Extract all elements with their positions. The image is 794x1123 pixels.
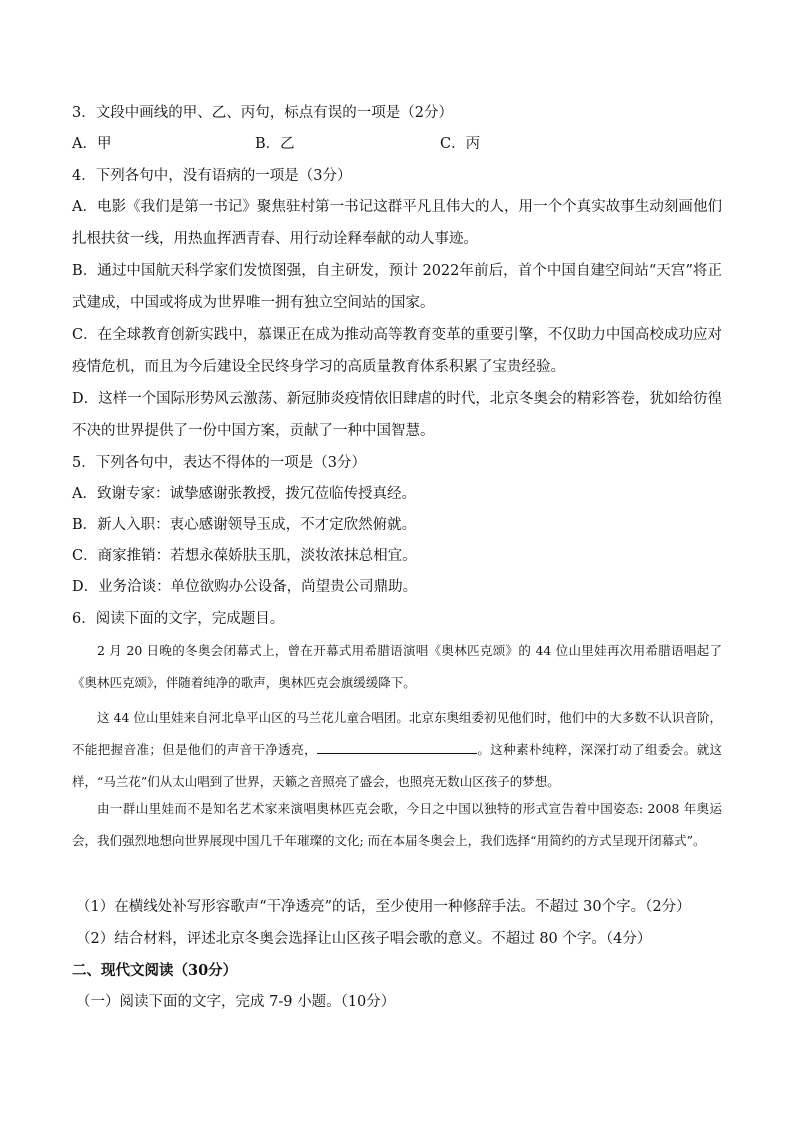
q6-passage-p2: [72, 702, 722, 798]
q4-option-d: D．这样一个国际形势风云激荡、新冠肺炎疫情依旧肆虐的时代，北京冬奥会的精彩答卷，犹如给彷徨不决的世界提供了一份中国方案，贡献了一种中国智慧。: [72, 391, 722, 439]
q5-stem: 5．下列各句中，表达不得体的一项是（3分）: [72, 455, 366, 471]
q5-option-d: D．业务洽谈：单位欲购办公设备，尚望贵公司鼎助。: [72, 579, 418, 595]
q5-option-a: A．致谢专家：诚挚感谢张教授，拨冗莅临传授真经。: [72, 486, 416, 502]
q6-subquestion-1: （1）在横线处补写形容歌声“干净透亮”的话，至少使用一种修辞手法。不超过 30个字。（2分）: [76, 899, 691, 915]
q5-option-b: B．新人入职：衷心感谢领导玉成，不才定欣然俯就。: [72, 517, 417, 533]
q3-options: [72, 134, 480, 154]
q3-option-a: A．甲: [72, 136, 112, 152]
section-2-title: 二、现代文阅读（30分）: [72, 962, 238, 979]
section-2-subtitle: （一）阅读下面的文字，完成 7-9 小题。（10分）: [76, 994, 396, 1010]
q3-option-b: B．乙: [255, 136, 295, 152]
q3-stem: 3．文段中画线的甲、乙、丙句，标点有误的一项是（2分）: [72, 105, 453, 121]
q4-option-b: B．通过中国航天科学家们发愤图强，自主研发，预计 2022年前后，首个中国自建空间站“天宫”将正式建成，中国或将成为世界唯一拥有独立空间站的国家。: [72, 263, 722, 311]
q6-passage-p3: 由一群山里娃而不是知名艺术家来演唱奥林匹克会歌，今日之中国以独特的形式宣告着中国姿态: 2008 年奥运会，我们强烈地想向世界展现中国几千年璀璨的文化; 而在本届冬奥会上，我们选择“用简约的方式呈现开闭幕式”。: [72, 801, 722, 848]
q6-answer-blank: [317, 739, 477, 754]
q4-option-c: C．在全球教育创新实践中，慕课正在成为推动高等教育变革的重要引擎，不仅助力中国高校成功应对疫情危机，而且为今后建设全民终身学习的高质量教育体系积累了宝贵经验。: [72, 327, 722, 375]
q6-stem: 6．阅读下面的文字，完成题目。: [72, 611, 285, 627]
q5-option-c: C．商家推销：若想永葆娇肤玉肌，淡妆浓抹总相宜。: [72, 548, 417, 564]
q4-stem: 4．下列各句中，没有语病的一项是（3分）: [72, 168, 352, 184]
q6-passage-p1: 2 月 20 日晚的冬奥会闭幕式上，曾在开幕式用希腊语演唱《奥林匹克颂》的 44 位山里娃再次用希腊语唱起了《奥林匹克颂》，伴随着纯净的歌声，奥林匹克会旗缓缓降下。: [72, 643, 722, 690]
q4-option-a: A．电影《我们是第一书记》聚焦驻村第一书记这群平凡且伟大的人，用一个个真实故事生动刻画他们扎根扶贫一线，用热血挥洒青春、用行动诠释奉献的动人事迹。: [72, 199, 722, 247]
q6-p2-text-a: 这 44 位山里娃来自河北阜平山区的马兰花儿童合唱团。北京东奥组委初见他们时，他们中的大多数不认识音阶，不能把握音准；但是他们的声音干净透亮，: [72, 710, 722, 757]
q3-option-c: C．丙: [440, 136, 481, 152]
q6-subquestion-2: （2）结合材料，评述北京冬奥会选择让山区孩子唱会歌的意义。不超过 80 个字。（4分）: [76, 931, 652, 947]
q6-p2-text-b: 。这种素朴纯粹，深深打动了组委会。就这样，“马兰花”们从太山唱到了世界，天籁之音照亮了盛会，也照亮无数山区孩子的梦想。: [72, 742, 722, 789]
